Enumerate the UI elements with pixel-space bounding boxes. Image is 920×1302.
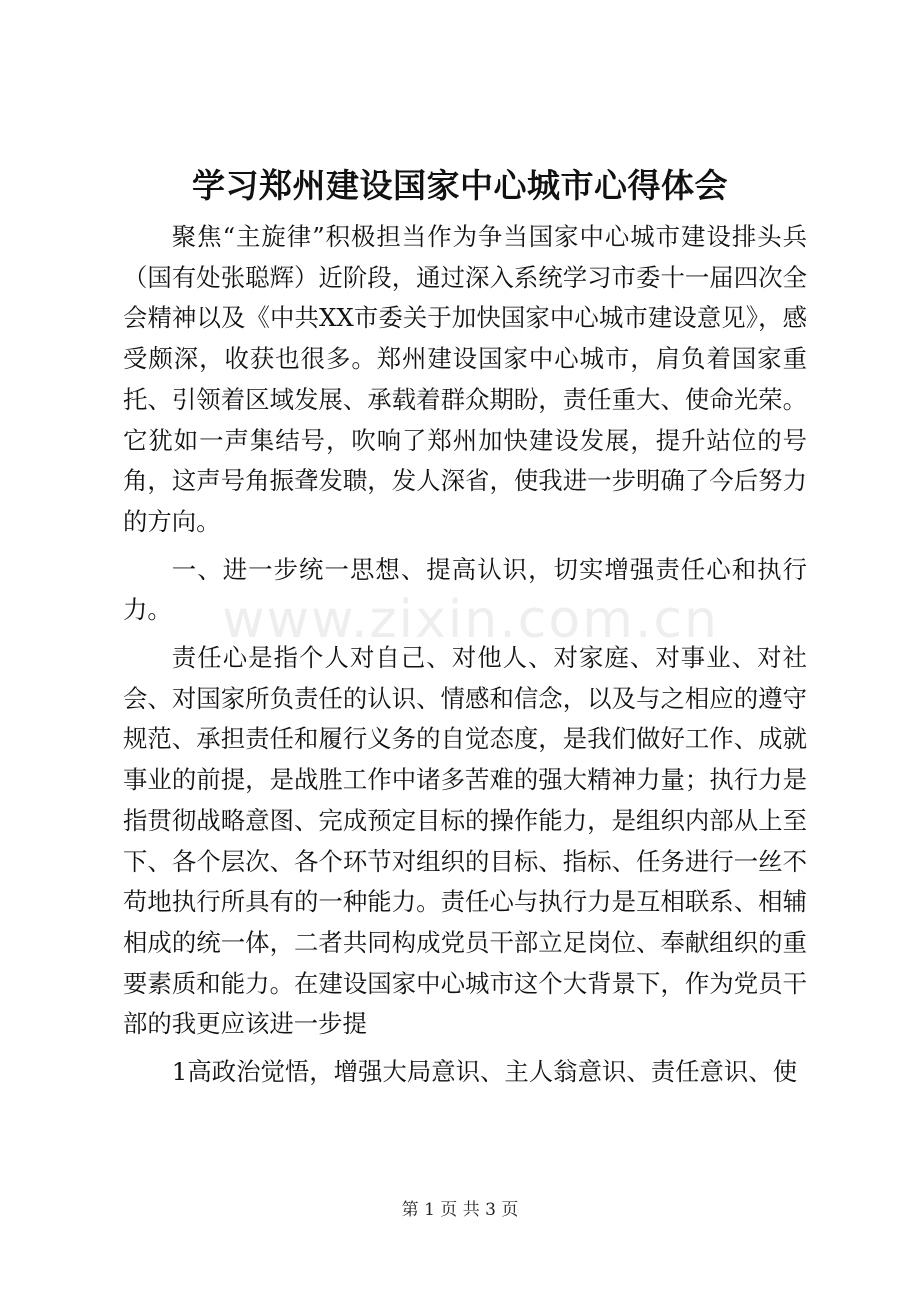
document-title: 学习郑州建设国家中心城市心得体会	[192, 166, 728, 205]
paragraph-item-1: 1高政治觉悟，增强大局意识、主人翁意识、责任意识、使	[171, 1057, 798, 1087]
document-body	[123, 217, 807, 1093]
page-footer: 第 1 页 共 3 页	[401, 1200, 519, 1220]
watermark: www.zixin.com.cn	[222, 590, 719, 650]
paragraph-responsibility: 责任心是指个人对自己、对他人、对家庭、对事业、对社会、对国家所负责任的认识、情感和信念，以及与之相应的遵守规范、承担责任和履行义务的自觉态度，是我们做好工作、成就事业的前提，是战胜工作中诸多苦难的强大精神力量；执行力是指贯彻战略意图、完成预定目标的操作能力，是组织内部从上至下、各个层次、各个环节对组织的目标、指标、任务进行一丝不苟地执行所具有的一种能力。责任心与执行力是互相联系、相辅相成的统一体，二者共同构成党员干部立足岗位、奉献组织的重要素质和能力。在建设国家中心城市这个大背景下，作为党员干部的我更应该进一步提	[123, 643, 807, 1039]
paragraph-heading-1: 一、进一步统一思想、提高认识，切实增强责任心和执行力。	[123, 554, 807, 625]
paragraph-intro: 聚焦“主旋律”积极担当作为争当国家中心城市建设排头兵（国有处张聪辉）近阶段，通过深入系统学习市委十一届四次全会精神以及《中共XX市委关于加快国家中心城市建设意见》，感受颇深，收获也很多。郑州建设国家中心城市，肩负着国家重托、引领着区域发展、承载着群众期盼，责任重大、使命光荣。它犹如一声集结号，吹响了郑州加快建设发展，提升站位的号角，这声号角振聋发聩，发人深省，使我进一步明确了今后努力的方向。	[123, 222, 807, 536]
